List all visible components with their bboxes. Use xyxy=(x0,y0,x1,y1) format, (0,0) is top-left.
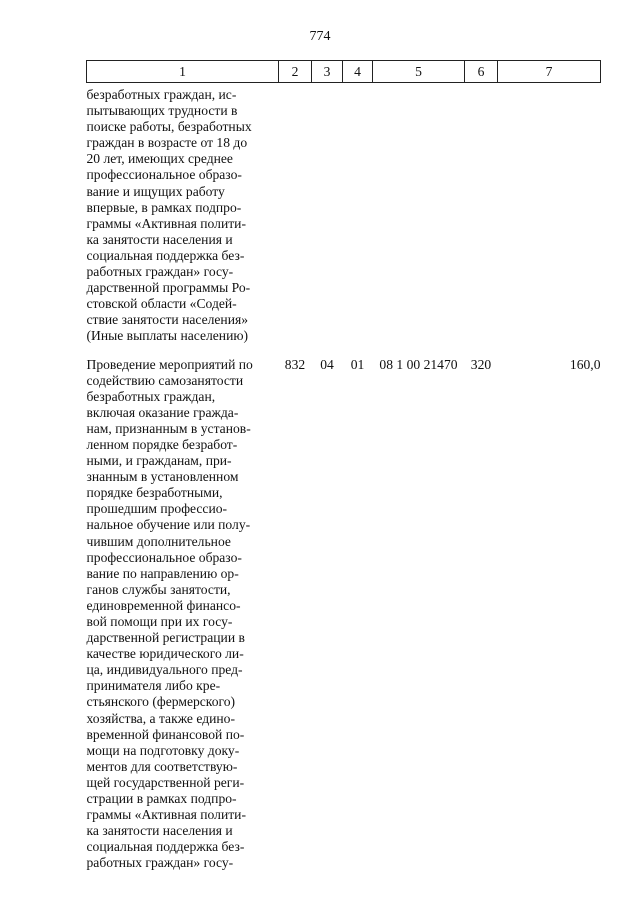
cell-subsection: 01 xyxy=(350,356,365,372)
cell-admin-code xyxy=(279,83,312,357)
cell-amount: 160,0 xyxy=(569,356,601,372)
budget-table xyxy=(86,60,601,872)
row-description xyxy=(87,357,279,872)
column-header-3: 3 xyxy=(312,61,343,83)
page-number: 774 xyxy=(309,29,331,44)
table-row xyxy=(87,83,601,357)
column-header-5: 5 xyxy=(373,61,465,83)
table-row xyxy=(87,357,601,872)
column-header-4: 4 xyxy=(343,61,373,83)
cell-expense-type xyxy=(465,83,498,357)
cell-amount xyxy=(498,83,601,357)
cell-admin-code: 832 xyxy=(284,356,306,372)
cell-target-article xyxy=(373,83,465,357)
cell-section: 04 xyxy=(320,356,334,372)
column-header-2: 2 xyxy=(279,61,312,83)
column-header-7: 7 xyxy=(498,61,601,83)
cell-target-article: 08 1 00 21470 xyxy=(379,356,458,372)
row-description-text: безработных граждан, ис- пытывающих трудности в поиске работы, безработных граждан в возрасте от 18 до 20 лет, имеющих среднее профессиональное образо- вание и ищущих работу впервые, в рамках подпро- граммы «Активная полити- ка занятости населения и социальная поддержка без- работных граждан» госу- дарственной программы Ро- стовской области «Содей- ствие занятости населения» (Иные выплаты населению) xyxy=(86,87,252,344)
cell-subsection xyxy=(343,83,373,357)
row-description xyxy=(87,83,279,357)
header-row xyxy=(87,61,601,83)
table-header xyxy=(87,61,601,83)
cell-expense-type: 320 xyxy=(470,356,492,372)
row-description-text: Проведение мероприятий по содействию самозанятости безработных граждан, включая оказание гражда- нам, признанным в установ- ленном порядке безработ- ными, и гражданам, при- знанным в установленном порядке безработными, прошедшим профессио- нальное обучение или полу- чившим дополнительное профессиональное образо- вание по направлению ор- ганов службы занятости, единовременной финансо- вой помощи при их госу- дарственной регистрации в качестве юридического ли- ца, индивидуального пред- принимателя либо кре- стьянского (фермерского) хозяйства, а также едино- временной финансовой по- мощи на подготовку доку- ментов для соответствую- щей государственной реги- страции в рамках подпро- граммы «Активная полити- ка занятости населения и социальная поддержка без- работных граждан» госу- xyxy=(86,356,253,871)
cell-section xyxy=(312,83,343,357)
column-header-6: 6 xyxy=(465,61,498,83)
column-header-1: 1 xyxy=(87,61,279,83)
